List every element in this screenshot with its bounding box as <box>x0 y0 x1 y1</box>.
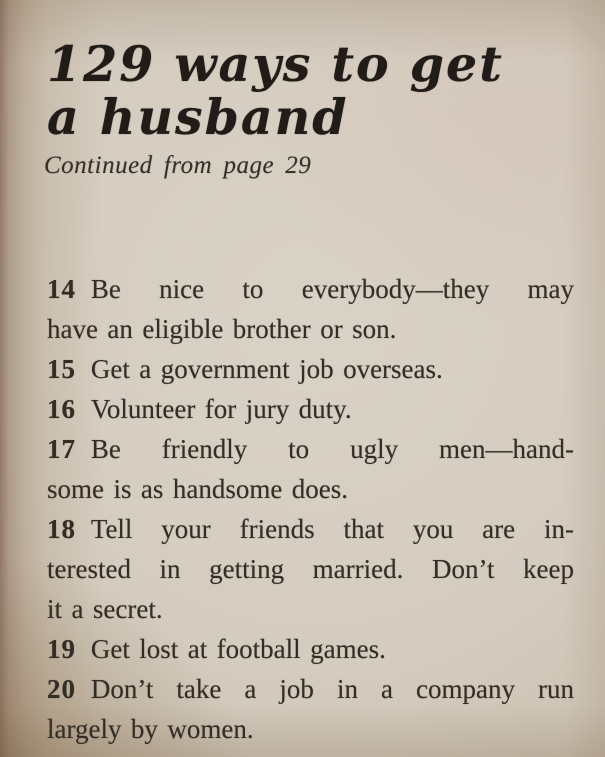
item-line: it a secret. <box>47 594 163 624</box>
item-line: 15 Get a government job overseas. <box>47 354 443 384</box>
item-line: have an eligible brother or son. <box>47 314 397 344</box>
item-number: 17 <box>47 434 76 464</box>
item-line: terested in getting married. Don’t keep <box>47 554 574 584</box>
title-line-1: 129 ways to get <box>47 35 504 93</box>
item-line: 17 Be friendly to ugly men—hand- <box>47 434 574 464</box>
item-number: 20 <box>47 674 76 704</box>
list-item <box>47 349 574 389</box>
list-item <box>47 269 574 349</box>
item-line: 16 Volunteer for jury duty. <box>47 394 352 424</box>
title-line-2: a husband <box>47 88 349 146</box>
item-line: 18 Tell your friends that you are in- <box>47 514 574 544</box>
list-item <box>47 629 574 669</box>
ways-list <box>47 269 574 749</box>
page-title <box>47 35 504 146</box>
list-item <box>47 389 574 429</box>
continued-note: Continued from page 29 <box>44 152 312 179</box>
item-line: some is as handsome does. <box>47 474 349 504</box>
item-number: 15 <box>47 354 76 384</box>
item-line: largely by women. <box>47 714 254 744</box>
list-item <box>47 509 574 629</box>
item-line: 14 Be nice to everybody—they may <box>47 274 574 304</box>
item-line: 19 Get lost at football games. <box>47 634 386 664</box>
item-line: 20 Don’t take a job in a company run <box>47 674 574 704</box>
list-item <box>47 429 574 509</box>
item-number: 14 <box>47 274 76 304</box>
item-number: 19 <box>47 634 76 664</box>
item-number: 18 <box>47 514 76 544</box>
item-number: 16 <box>47 394 76 424</box>
list-item <box>47 669 574 749</box>
